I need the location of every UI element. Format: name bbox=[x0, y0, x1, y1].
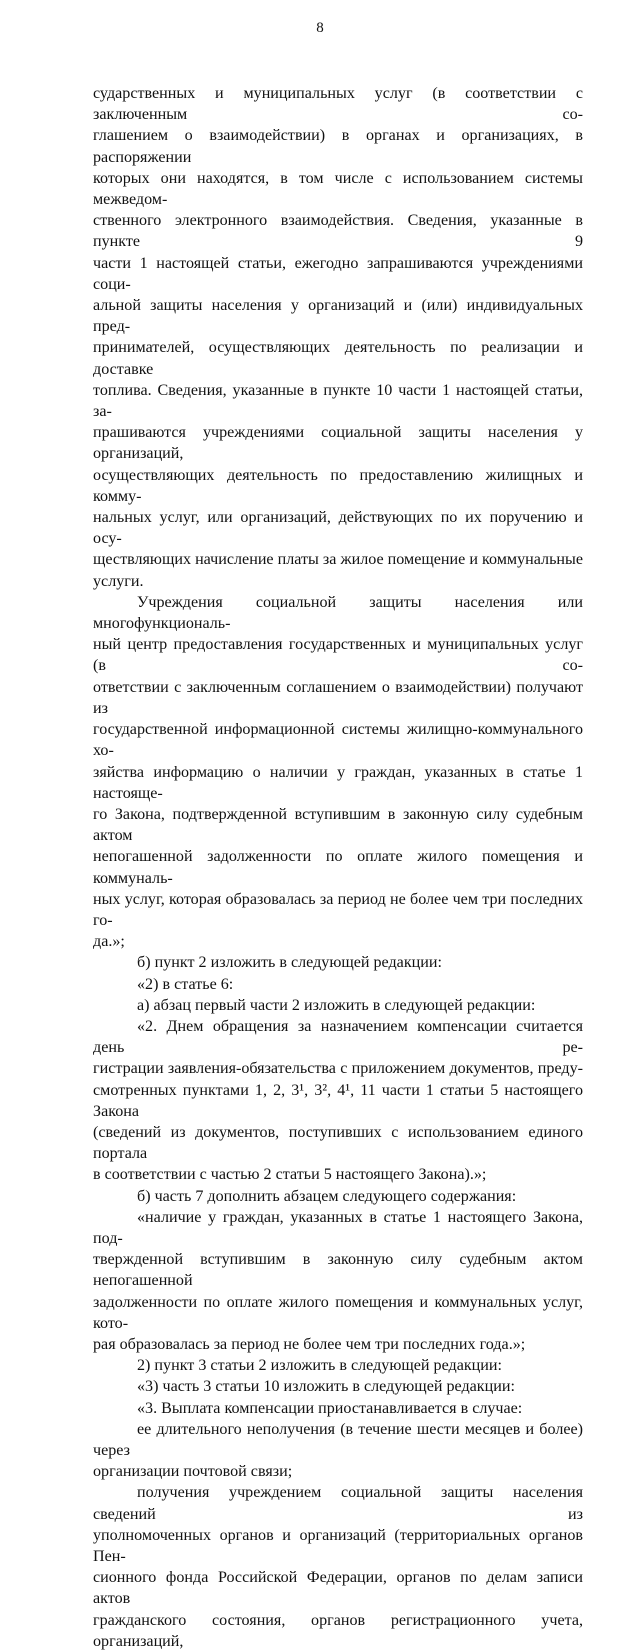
text-line: уполномоченных органов и организаций (территориальных органов Пен- bbox=[93, 1526, 583, 1566]
text-line: го Закона, подтвержденной вступившим в законную силу судебным актом bbox=[93, 805, 583, 845]
text-line: «3) часть 3 статьи 10 изложить в следующей редакции: bbox=[137, 1378, 515, 1396]
text-line: Учреждения социальной защиты населения или многофункциональ- bbox=[93, 593, 583, 633]
text-line: а) абзац первый части 2 изложить в следующей редакции: bbox=[137, 996, 536, 1014]
text-line: «наличие у граждан, указанных в статье 1 настоящего Закона, под- bbox=[93, 1208, 583, 1247]
text-line: осуществляющих деятельность по предоставлению жилищных и комму- bbox=[93, 466, 583, 505]
text-line: которых они находятся, в том числе с использованием системы межведом- bbox=[93, 169, 583, 209]
text-line: задолженности по оплате жилого помещения и коммунальных услуг, кото- bbox=[93, 1293, 583, 1332]
text-line: ных услуг, которая образовалась за период не более чем три последних го- bbox=[93, 890, 583, 929]
text-line: «2. Днем обращения за назначением компенсации считается день ре- bbox=[93, 1017, 583, 1057]
text-line: непогашенной задолженности по оплате жилого помещения и коммуналь- bbox=[93, 848, 583, 887]
text-line: услуги. bbox=[93, 572, 144, 590]
text-line: сионного фонда Российской Федерации, органов по делам записи актов bbox=[93, 1569, 583, 1608]
text-line: нальных услуг, или организаций, действующих по их поручению и осу- bbox=[93, 509, 583, 548]
text-line: ществляющих начисление платы за жилое помещение и коммунальные bbox=[93, 551, 583, 569]
text-line: ответствии с заключенным соглашением о взаимодействии) получают из bbox=[93, 678, 583, 717]
text-line: прашиваются учреждениями социальной защиты населения у организаций, bbox=[93, 424, 583, 463]
text-line: гражданского состояния, органов регистрационного учета, организаций, bbox=[93, 1611, 583, 1650]
text-line: ственного электронного взаимодействия. Сведения, указанные в пункте 9 bbox=[93, 212, 583, 251]
text-line: б) пункт 2 изложить в следующей редакции: bbox=[137, 954, 442, 972]
text-line: рая образовалась за период не более чем три последних года.»; bbox=[93, 1335, 526, 1353]
text-line: ный центр предоставления государственных и муниципальных услуг (в со- bbox=[93, 636, 583, 675]
document-body bbox=[93, 83, 583, 1652]
text-line: смотренных пунктами 1, 2, 3¹, 3², 4¹, 11 части 1 статьи 5 настоящего Закона bbox=[93, 1081, 583, 1120]
page-number: 8 bbox=[316, 20, 324, 36]
text-line: в соответствии с частью 2 статьи 5 настоящего Закона).»; bbox=[93, 1166, 487, 1184]
text-line: альной защиты населения у организаций и (или) индивидуальных пред- bbox=[93, 297, 583, 336]
text-line: организации почтовой связи; bbox=[93, 1463, 293, 1481]
text-line: сударственных и муниципальных услуг (в соответствии с заключенным со- bbox=[93, 85, 583, 124]
text-line: ее длительного неполучения (в течение шести месяцев и более) через bbox=[93, 1420, 583, 1459]
text-line: да.»; bbox=[93, 933, 125, 951]
text-line: б) часть 7 дополнить абзацем следующего содержания: bbox=[137, 1187, 517, 1205]
text-line: глашением о взаимодействии) в органах и организациях, в распоряжении bbox=[93, 127, 583, 166]
text-line: части 1 настоящей статьи, ежегодно запрашиваются учреждениями соци- bbox=[93, 254, 583, 293]
text-line: 2) пункт 3 статьи 2 изложить в следующей редакции: bbox=[137, 1357, 502, 1375]
text-line: государственной информационной системы жилищно-коммунального хо- bbox=[93, 721, 583, 760]
text-line: получения учреждением социальной защиты населения сведений из bbox=[93, 1484, 583, 1523]
text-line: принимателей, осуществляющих деятельность по реализации и доставке bbox=[93, 339, 583, 378]
text-line: (сведений из документов, поступивших с использованием единого портала bbox=[93, 1123, 583, 1163]
text-line: твержденной вступившим в законную силу судебным актом непогашенной bbox=[93, 1251, 583, 1290]
text-line: топлива. Сведения, указанные в пункте 10 части 1 настоящей статьи, за- bbox=[93, 381, 583, 421]
text-line: «3. Выплата компенсации приостанавливается в случае: bbox=[137, 1399, 523, 1417]
text-line: гистрации заявления-обязательства с приложением документов, преду- bbox=[93, 1060, 583, 1078]
text-line: «2) в статье 6: bbox=[137, 975, 234, 993]
text-line: зяйства информацию о наличии у граждан, указанных в статье 1 настояще- bbox=[93, 763, 583, 802]
